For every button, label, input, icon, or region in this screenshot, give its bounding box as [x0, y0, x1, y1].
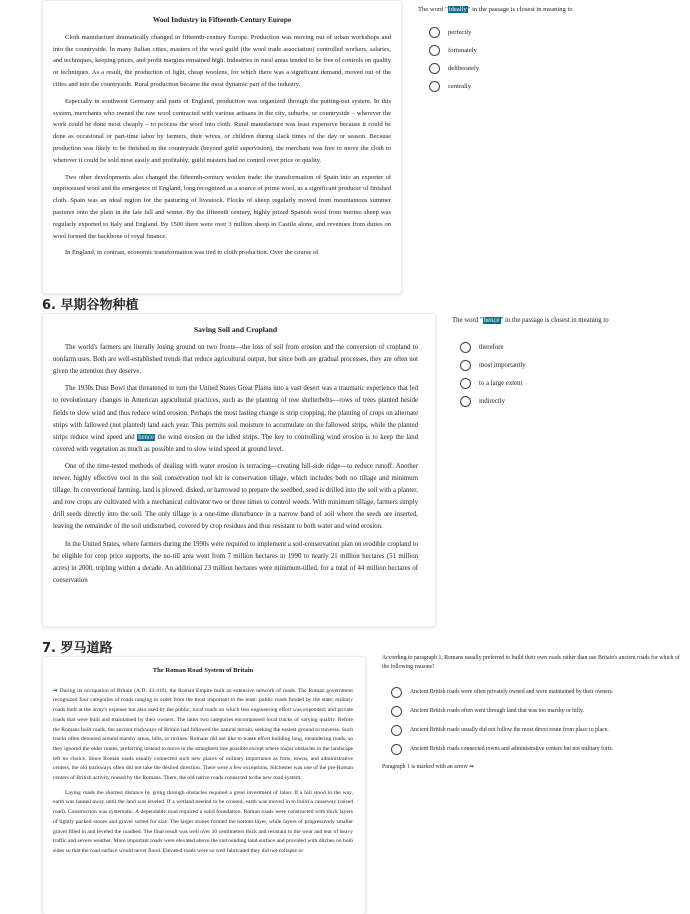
paragraph-note	[382, 763, 682, 772]
passage-paragraph: Especially in southwest Germany and parts of England, production was organized through the putting-out system. In this system, merchants who owned the raw wool contracted with various artisans in the city, suburbs, or countryside – wherever the work could be done most cheaply – to process the wool into cloth. Rural manufacture was least expensive because it could be done as occasional or part-time labor by farmers, their wives, or children during slack times of the day or season. Because production was likely to be finished in the countryside (beyond guild supervision), the merchant was free to move the cloth to wherever it could be sold most easily and profitably; guild masters had no control over price or quality.	[53, 97, 391, 164]
passage-panel-soil	[42, 313, 436, 627]
radio-button[interactable]	[460, 396, 471, 407]
option-label: fortunately	[448, 47, 477, 54]
question-stem	[452, 317, 682, 324]
radio-button[interactable]	[429, 27, 440, 38]
radio-button[interactable]	[429, 63, 440, 74]
question-roman	[382, 654, 682, 772]
passage-paragraph: The world's farmers are literally losing ground on two fronts—the loss of soil from erosion and the conversion of cropland to nonfarm uses. Both are well-established trends that reduce agricultural output, but since both are gradual processes, they are often not given the attention they deserve.	[53, 344, 418, 376]
passage-paragraph: Two other developments also changed the fifteenth-century woolen trade: the transformation of Spain into an exporter of unprocessed wool and the emergence of England, long recognized as a source of prime wool, as a significant producer of finished cloth. Spain was an ideal region for the pasturing of livestock. Flocks of sheep regularly moved from mountainous summer pastures onto the plain in the late fall and winter. By the fifteenth century, highly prized Spanish wool from merino sheep was regularly exported to Italy and England. By 1500 there were over 3 million sheep in Castile alone, and revenues from duties on wool formed the backbone of royal finance.	[53, 173, 391, 240]
passage-paragraph: In England, in contrast, economic transformation was tied to cloth production. Over the course of	[65, 249, 319, 257]
passage-paragraph: One of the time-tested methods of dealing with water erosion is terracing—creating hill-side ridge—to reduce runoff. Another newer, highly effective tool in the soil conservation tool kit is conservation tillage, which includes both no tillage and minimum tillage. In conventional farming, land is plowed, disked, or harrowed to prepare the seedbed, seed is drilled into the soil with a planter, and row crops are cultivated with a mechanical cultivator two or three times to control weeds. With minimum tillage, farmers simply drill seeds directly into the soil. The only tillage is a one-time disturbance in a narrow band of soil where the seeds are inserted, leaving the remainder of the soil undisturbed, covered by crop residues and thus resistant to both water and wind erosion.	[53, 462, 418, 531]
highlighted-word: ideally	[448, 6, 467, 13]
radio-button[interactable]	[429, 81, 440, 92]
option-label: Ancient British roads were often privately owned and were maintained by their owners.	[410, 689, 614, 695]
option-label: most importantly	[479, 362, 526, 369]
option-label: Ancient British roads often went through land that was too marshy or hilly.	[410, 708, 584, 714]
passage-title: The Roman Road System of Britain	[152, 667, 254, 674]
radio-button[interactable]	[391, 706, 402, 717]
answer-option[interactable]	[460, 396, 682, 407]
radio-button[interactable]	[460, 378, 471, 389]
answer-option[interactable]	[391, 706, 682, 717]
passage-paragraph	[53, 383, 418, 456]
passage-panel-wool	[42, 0, 402, 294]
option-label: therefore	[479, 344, 504, 351]
answer-option[interactable]	[429, 45, 678, 56]
option-label: deliberately	[448, 65, 480, 72]
answer-option[interactable]	[391, 744, 682, 755]
paragraph-text: The 1930s Dust Bowl that threatened to turn the United States Great Plains into a vast desert was a traumatic experience that led to revolutionary changes in American agricultural practices, such as the planting of tree shelterbelts—rows of trees planted beside fields to slow wind and thus reduce wind erosion. Perhaps the most lasting change is strip cropping, the planting of crops on alternate strips with fallowed (not planted) land each year. This permits soil moisture to accumulate on the fallowed strips, while the planted strips reduce wind speed and	[53, 385, 418, 441]
question-stem	[418, 6, 678, 13]
option-label: Ancient British roads connected towns and administrative centers but not military forts.	[410, 746, 614, 752]
paragraph-arrow-icon: ➡	[53, 687, 58, 694]
passage-roman	[53, 666, 353, 914]
option-label: centrally	[448, 83, 472, 90]
passage-paragraph: Cloth manufacture dramatically changed in fifteenth-century Europe. Production was moving out of urban workshops and into the countryside. In many Italian cities, masters of the wool guild (the wool trade association) controlled workers, salaries, and techniques, keeping prices, and profit margins remained high. Industries in rural areas tended to be free of controls on quality or techniques. As a result, the production of light, cheap woolens, for which there was a significant demand, moved out of the cities and into the countryside. Rural production became the most dynamic part of the industry.	[53, 33, 391, 88]
section-heading: 7. 罗马道路	[42, 641, 113, 656]
paragraph-text: During its occupation of Britain (A.D. 43-410), the Roman Empire built an extensive network of roads. The Roman government recognized four categories of roads ranging in order from the most important to the least: public roads funded by the state; military roads built at the army's expense but also used by the public; local roads on which less engineering effort was expended; and private roads that were built and maintained by their owners. The latter two categories encompassed local tracks of varying quality. Before the Romans built roads, the ancient trackways of Britain had followed the natural terrain, seeking the easiest ground to traverse. Such tracks often detoured around marshy areas, hills, or ravines. Romans did not like to waste effort building long, meandering roads, so they ignored the older routes, preferring instead to move in the straightest line possible except where major obstacles in the landscape left no choice. Since Roman roads usually connected such new places of military importance as forts, towns, and administrative centers, the old trackways often did not take the desired direction. There were a few exceptions. Silchester was one of the pre-Roman centers of British activity reused by the Romans. There, the old native roads connected to the new road system.	[53, 687, 353, 782]
answer-option[interactable]	[429, 27, 678, 38]
answer-option[interactable]	[391, 725, 682, 736]
stem-prefix: The word "	[418, 6, 448, 13]
question-soil	[452, 317, 682, 414]
passage-title: Wool Industry in Fifteenth-Century Europe	[152, 15, 292, 24]
stem-suffix: " in the passage is closest in meaning to	[467, 6, 573, 13]
answer-option[interactable]	[460, 378, 682, 389]
option-label: to a large extent	[479, 380, 523, 387]
answer-option[interactable]	[391, 687, 682, 698]
question-wool	[418, 6, 678, 99]
passage-title: Saving Soil and Cropland	[193, 325, 278, 334]
answer-option[interactable]	[460, 342, 682, 353]
passage-paragraph: In the United States, where farmers during the 1990s were required to implement a soil-conservation plan on erodible cropland to be eligible for crop price supports, the no-till area went from 7 million hectares in 1990 to nearly 21 million hectares (51 million acres) in 2000, tripling within a decade. An additional 23 million hectares were minimum-tilled, for a total of 44 million hectares of conservation	[53, 540, 418, 584]
radio-button[interactable]	[391, 687, 402, 698]
section-heading: 6. 早期谷物种植	[42, 298, 139, 313]
answer-option[interactable]	[429, 81, 678, 92]
answer-option[interactable]	[429, 63, 678, 74]
option-label: Ancient British roads usually did not follow the most direct route from place to place.	[410, 727, 609, 733]
radio-button[interactable]	[460, 342, 471, 353]
highlighted-word: hence	[138, 433, 154, 441]
highlighted-word: hence	[483, 317, 500, 324]
passage-paragraph: Laying roads the shortest distance by going through obstacles required a great investment of labor. If a hill stood in the way, earth was hauled away until the land was leveled. If a wetland needed to be crossed, earth was moved in to build a causeway (raised road). Construction was systematic. A dependable road required a solid foundation. Roman roads were constructed with thick layers of tightly packed stones and gravel sorted for size. The larger stones formed the bottom layer, while layers of progressively smaller gravel filled in and leveled the roadbed. The final result was well over 30 centimeters thick and resistant to the wear and tear of heavy traffic and severe weather. More important roads were elevated above the surrounding land surface and provided with ditches on both sides so that the road surface would never flood. Elevated roads were so well fabricated they did not collapse or	[53, 789, 353, 854]
note-text: Paragraph 1 is marked with an arrow	[382, 764, 468, 770]
question-stem: According to paragraph 1, Romans usually preferred to build their own roads rather than use Britain's ancient roads for which of the following reasons?	[382, 655, 680, 670]
option-label: indirectly	[479, 398, 506, 405]
stem-prefix: The word "	[452, 317, 483, 324]
passage-soil	[53, 324, 418, 624]
passage-panel-roman	[42, 656, 366, 914]
option-label: perfectly	[448, 29, 472, 36]
radio-button[interactable]	[460, 360, 471, 371]
radio-button[interactable]	[391, 744, 402, 755]
answer-option[interactable]	[460, 360, 682, 371]
stem-suffix: " in the passage is closest in meaning to	[500, 317, 609, 324]
passage-wool	[53, 14, 391, 291]
paragraph-text: the wind erosion on the idled strips. The key to controlling wind erosion is to keep the land covered with vegetation as much as possible and to slow wind speed at ground level.	[53, 433, 418, 453]
arrow-icon: ➡	[469, 764, 474, 770]
radio-button[interactable]	[429, 45, 440, 56]
radio-button[interactable]	[391, 725, 402, 736]
passage-paragraph	[53, 687, 353, 784]
